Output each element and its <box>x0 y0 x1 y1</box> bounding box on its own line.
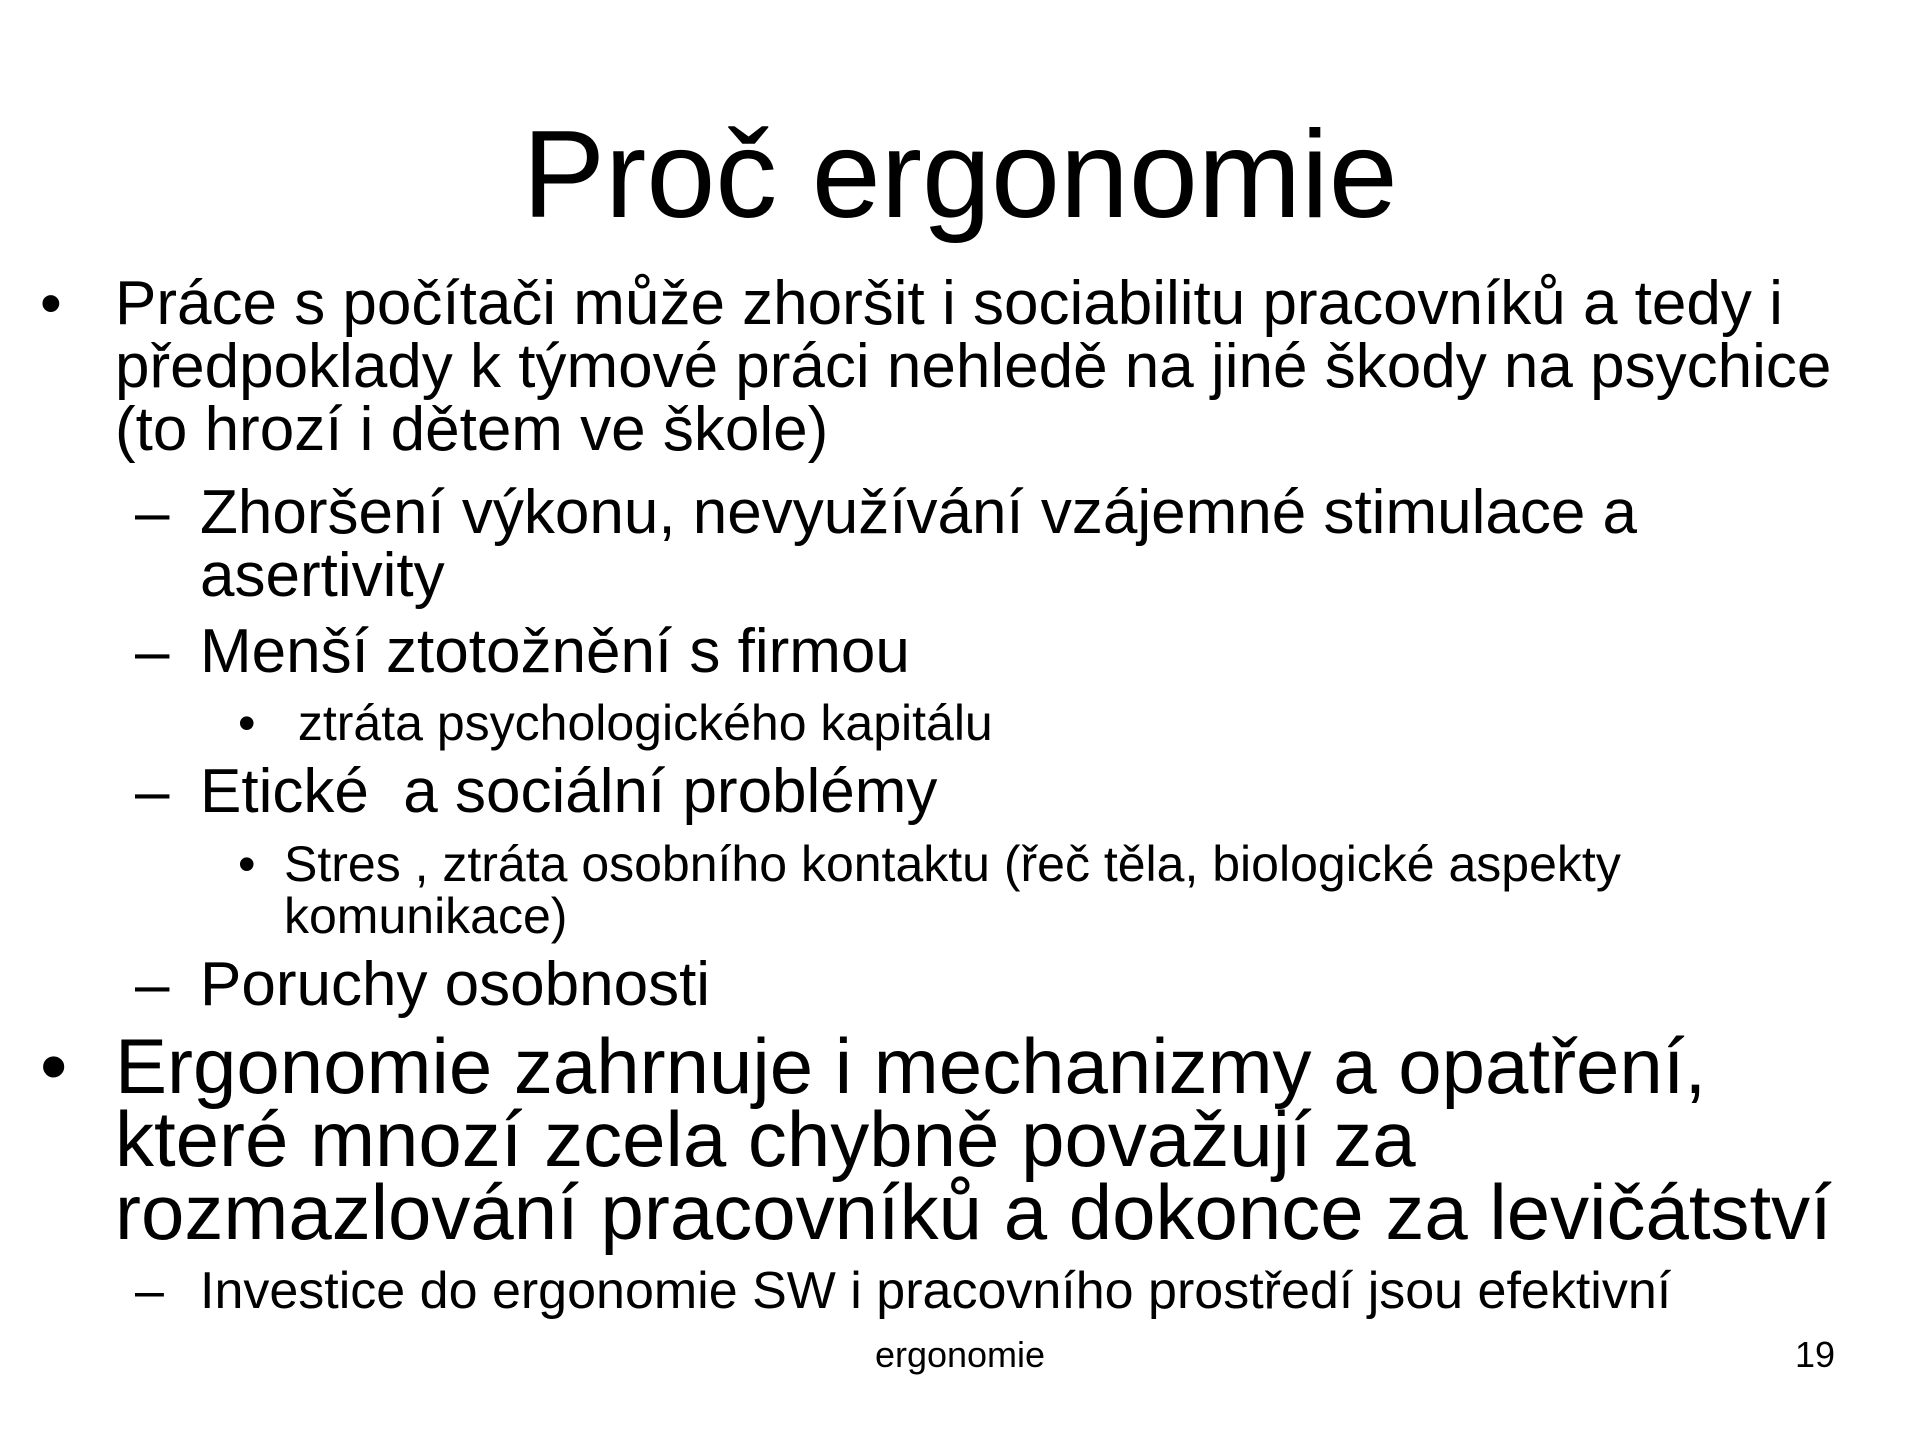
bullet-marker: • <box>238 836 256 892</box>
bullet-marker: • <box>40 1022 68 1110</box>
sub-item-personality <box>135 950 1835 1019</box>
bullet-text: Ergonomie zahrnuje i mechanizmy a opatření, které mnozí zcela chybně považují za rozmazlování pracovníků a dokonce za levičátství <box>115 1022 1832 1256</box>
sub-item-text: Zhoršení výkonu, nevyužívání vzájemné stimulace a asertivity <box>200 478 1638 610</box>
bullet-text: Práce s počítači může zhoršit i sociabilitu pracovníků a tedy i předpoklady k týmové práci nehledě na jiné škody na psychice (to hrozí i dětem ve škole) <box>115 269 1832 464</box>
dash-marker: – <box>135 1262 164 1320</box>
sub-item-performance <box>135 478 1835 610</box>
sub-sub-item-capital <box>238 697 1738 749</box>
sub-item-identification <box>135 617 1835 686</box>
sub-sub-item-stress <box>238 838 1738 942</box>
sub-item-ethics <box>135 757 1835 826</box>
bullet-item-sociability <box>40 269 1900 464</box>
sub-item-text: Investice do ergonomie SW i pracovního prostředí jsou efektivní <box>200 1262 1672 1320</box>
dash-marker: – <box>135 478 170 547</box>
sub-sub-item-text: ztráta psychologického kapitálu <box>284 695 993 751</box>
slide-title: Proč ergonomie <box>522 106 1398 244</box>
page-number: 19 <box>1794 1334 1836 1375</box>
sub-sub-item-text: Stres , ztráta osobního kontaktu (řeč těla, biologické aspekty komunikace) <box>284 836 1621 944</box>
sub-item-investment <box>135 1262 1835 1320</box>
sub-item-text: Poruchy osobnosti <box>200 950 711 1019</box>
bullet-marker: • <box>40 269 62 338</box>
dash-marker: – <box>135 757 170 826</box>
dash-marker: – <box>135 617 170 686</box>
dash-marker: – <box>135 950 170 1019</box>
sub-item-text: Menší ztotožnění s firmou <box>200 617 910 686</box>
sub-item-text: Etické a sociální problémy <box>200 757 938 826</box>
slide-footer: ergonomie <box>874 1334 1046 1375</box>
bullet-marker: • <box>238 695 256 751</box>
bullet-item-ergonomics <box>40 1022 1900 1256</box>
